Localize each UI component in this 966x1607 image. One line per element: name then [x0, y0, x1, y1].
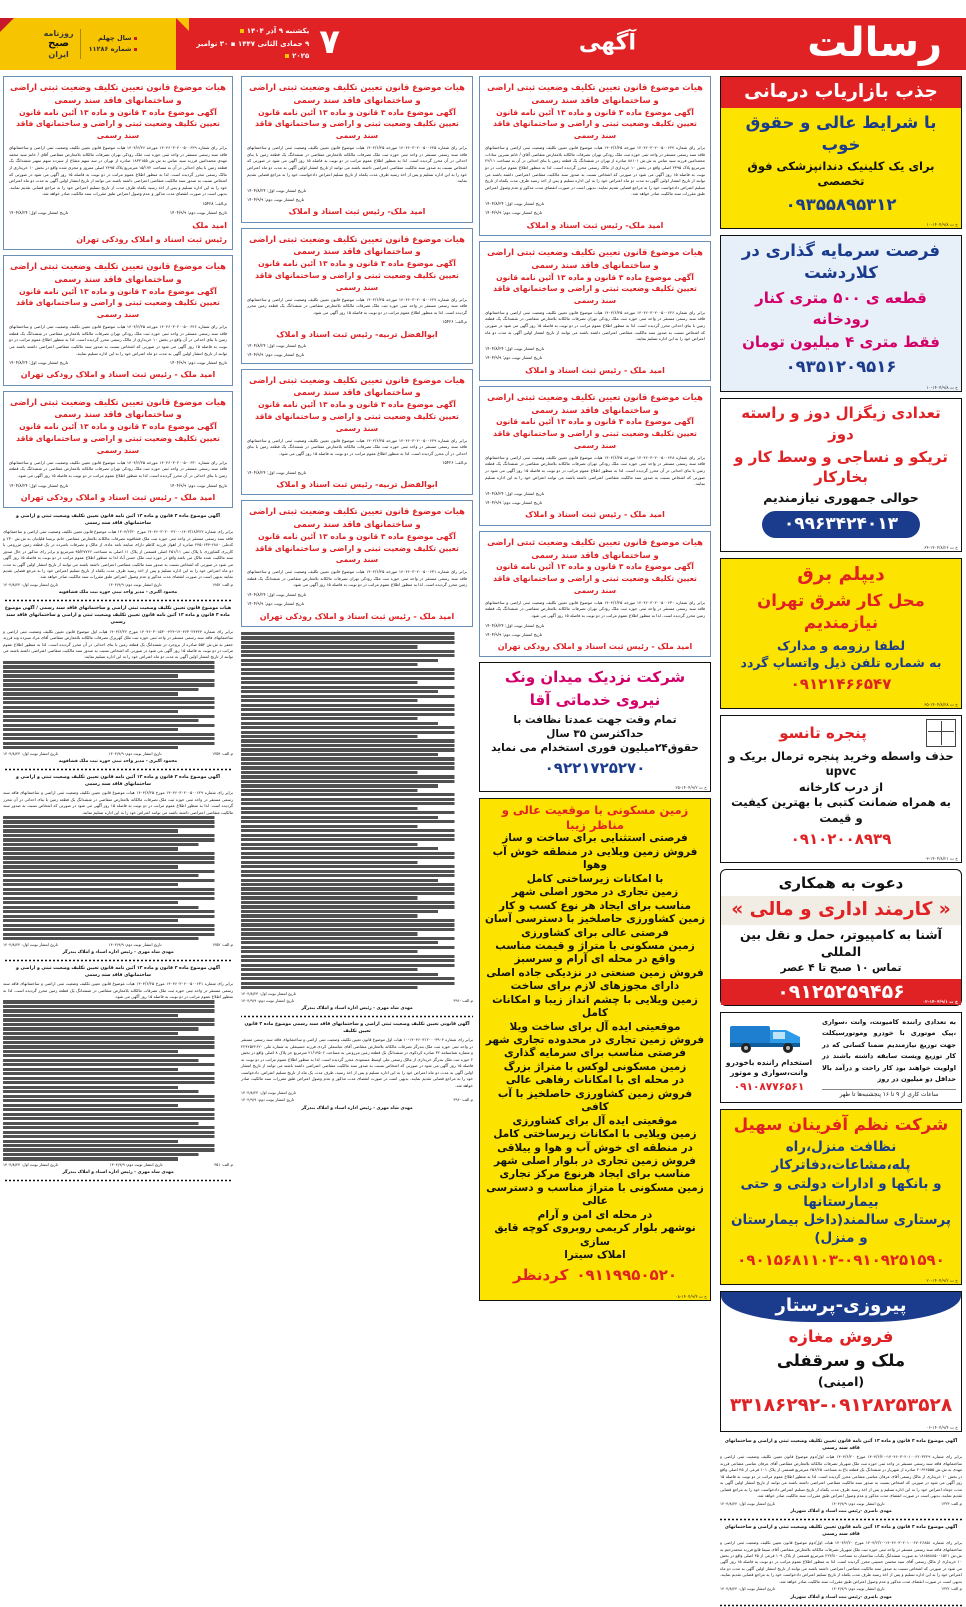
ad-line-1: شرکت نزدیک میدان ونک	[504, 668, 686, 687]
masthead-yellow-band	[0, 18, 176, 70]
ad-line: فرصتی مناسب برای سرمایه گذاری	[503, 1047, 686, 1060]
legal-header-a: هیات موضوع قانون تعیین تکلیف وضعیت ثبتی اراضی و ساختمانهای فاقد سند رسمی	[487, 391, 703, 415]
ad-line: فروش زمین تجاری در بلوار اصلی شهر	[493, 1154, 697, 1167]
legal-signature-name: امید ملک	[192, 220, 227, 230]
ad-stamp: خ ت ۱۴۰۴/۹/۴-۰۶	[926, 1425, 958, 1431]
divider	[3, 1179, 233, 1182]
notice-header: آگهی موضوع ماده ۳ قانون و ماده ۱۳ آئین نامه قانون تعیین تکلیف وضعیت ثبتی و اراضی و ساختمانهای فاقد سند رسمی	[16, 965, 220, 978]
legal-body: برابر رای شماره ۱۴۰۴۶۰۳۰۲۰۰۵۰۰۶۲۶ مورخه ۱۴۰۴/۶/۲۵ هیات موضوع قانون تعیین تکلیف وضعیت ثبتی اراضی و ساختمانهای فاقد سند رسمی مستقر در واحد ثبتی حوزه ثبت ملک رودکی تهران تصرفات مالکانه بلامعارض متقاضی در ششدانگ یک قطعه زمین با بنای احداثی در آن واقع در بخش ۱۰ خریداری از مالک رسمی محرز گردیده است. لذا به منظور اطلاع عموم مراتب در دو نوبت به فاصله ۱۵ روز آگهی می شود در صورتی که اشخاص نسبت به صدور سند مالکیت متقاضی اعتراضی داشته باشند می توانند از تاریخ انتشار اولین آگهی به مدت دو ماه اعتراض خود را به این اداره تسلیم نمایند.	[9, 324, 228, 356]
notice-body: برابر رای شماره ۱۴۰۴۶۰۳۰۲۰۰۵۰۰۶۲۹ مورخ ۱۴۰۴/۶/۲۵ هیات موضوع قانون تعیین تکلیف وضعیت ثبتی اراضی و ساختمانهای فاقد سند رسمی مستقر در واحد ثبتی حوزه ثبت ملک تصرفات مالکانه بلامعارض متقاضی در ششدانگ یک قطعه زمین با بنای احداثی در آن محرز گردیده است. لذا به منظور اطلاع عموم مراتب در دو نوبت به فاصله ۱۵ روز آگهی می شود در صورتی که اشخاص نسبت به صدور سند مالکیت متقاضی اعتراضی داشته باشند می توانند اعتراض خود را به این اداره تسلیم نمایند.	[3, 790, 233, 815]
legal-date-second: تاریخ انتشار نوبت دوم: ۱۴۰۴/۹/۹	[247, 352, 305, 358]
legal-header-a: هیات موضوع قانون تعیین تکلیف وضعیت ثبتی اراضی و ساختمانهای فاقد سند رسمی	[10, 260, 226, 284]
ad-line: فروش زمین ویلایی در منطقه خوش آب وهوا	[492, 845, 698, 872]
date-hijri-gregorian: ۹ جمادی الثانی ۱۴۴۷ ▪ ۳۰ نوامبر ۲۰۲۵	[196, 39, 310, 61]
legal-header-a: هیات موضوع قانون تعیین تکلیف وضعیت ثبتی اراضی و ساختمانهای فاقد سند رسمی	[249, 233, 465, 257]
legal-notice-box	[3, 255, 233, 386]
legal-date-second: تاریخ انتشار نوبت دوم: ۱۴۰۴/۹/۹	[247, 197, 305, 203]
ad-line: فروش زمین صنعتی در نزدیکی جاده اصلی	[486, 966, 704, 979]
left-bottom-notices	[720, 1438, 962, 1607]
legal-ref: م.الف: ۱۵۴۲۶	[442, 460, 467, 466]
legal-body: برابر رای شماره ۱۴۰۴۶۰۳۰۲۰۰۵۰۰۶۲۹ مورخه ۱۴۰۴/۶/۲۶ هیات موضوع قانون تعیین تکلیف وضعیت ثبتی اراضی و ساختمانهای فاقد سند رسمی مستقر در واحد ثبتی حوزه ثبت ملک رودکی تهران تصرفات مالکانه بلامعارض متقاضی آقای / خانم سید محمد مهدی محمدامین فرزند سید عباس به ش.ش ۱۸۳۲۱۵۵ صادره از تهران در سه سهم مشاع از سیزده سهم سهیر ششدانگ یک قطعه زمین با بنای احداثی در آن به مساحت ۱۵/۱۷۲ مترمربع پلاک ۲۴۹۵ اصلی مفروز و مجزی شده واقع در بخش ۱۰ خریداری از مالک رسمی محرز گردیده است. لذا به منظور اطلاع عموم مراتب در دو نوبت به فاصله ۱۵ روز آگهی می شود در صورتی که اشخاص نسبت به صدور سند مالکیت متقاضی اعتراضی داشته باشند می توانند از تاریخ انتشار اولین آگهی به مدت دو ماه اعتراض خود را به این اداره تسلیم و پس از اخذ رسید یکماه ظرف مدت از تاریخ تسلیم اعتراض خود را به مراجع قضایی تقدیم نمایند. بدیهی است در صورت انقضای مدت مذکور و عدم وصول اعتراض طبق مقررات سند مالکیت صادر خواهد شد.	[9, 145, 228, 197]
legal-date-second: تاریخ انتشار نوبت دوم: ۱۴۰۴/۹/۹	[169, 360, 227, 366]
legal-notice-box	[479, 76, 711, 236]
notice-body: برابر رای شماره ۱۴۰۳/۱۸/۴۲۲-۱۴۰۴۶۰۳۰۲۰۰۴۲۰۰ مورخ ۱۴۰۴/۶/۳۰ هیات موضوع قانون تعیین تکلیف وضعیت ثبتی اراضی و ساختمانهای فاقد سند رسمی مستقر در واحد ثبتی حوزه ثبت ملک قشاقویه تصرفات مالکانه بلامعارض متقاضی خانم بریسا قلیانیان به ش.ش ۲۳۰ و کدملی ۶۸۸۰-۲۴۵۰۶۳۴ صادره از اهواز فرزند کاظم دارای مبایعه نامه عادی از مالک و تصرفات نامبرده در یک قطعه زمین مزروعی با کاربری کشاورزی با پلاک ثبتی ۲۵۱/۱۱ اصلی قسمتی از پلاک ۱۱ اصلی به مساحت ۴۵/۲۷۷۲۶ مترمربع و برابر رای مذکور در حال صدور سند مالکیت شده مالک می باشد واقع در حوزه ثبت ملک حسن آباد لذا به منظور اطلاع عموم مراتب در دو نوبت به فاصله ۱۵ روز آگهی می شود در صورتی که اشخاص نسبت به صدور سند مالکیت متقاضی اعتراضی داشته باشند می توانند از تاریخ انتشار اولین آگهی به مدت دو ماه اعتراض خود را به این اداره تسلیم و پس از اخذ رسید ظرف مدت یکماه از تاریخ تسلیم اعتراض خود را به مرجع قضایی تقدیم نمایند بدیهی است در صورت انقضای مدت مذکور و عدم وصول اعتراض طبق مقررات سند مالکیت صادر خواهد شد.	[3, 529, 234, 580]
legal-signature: امید ملک - رئیس ثبت اسناد و املاک رودکی تهران	[497, 642, 693, 652]
ad-line: با امکانات زیرساختی کامل	[526, 872, 664, 885]
ad-headline: فرصت سرمایه گذاری در کلاردشت	[741, 240, 941, 283]
right-column	[0, 76, 236, 1438]
legal-header-b: آگهی موضوع ماده ۳ قانون و ماده ۱۳ آئین نامه قانون تعیین تکلیف وضعیت ثبتی و اراضی و ساختمانهای فاقد سند رسمی	[16, 422, 220, 455]
masthead-red-band	[176, 18, 966, 70]
ad-line: نوشهر بلوار کریمی روبروی کوچه قایق سازی	[494, 1222, 696, 1248]
legal-date-first: تاریخ انتشار نوبت اول: ۱۴۰۴/۸/۲۴	[485, 345, 545, 351]
divider	[3, 959, 233, 962]
legal-notice-box	[241, 228, 473, 364]
legal-notice-box	[241, 500, 473, 627]
notice-dates	[720, 1501, 962, 1507]
year-label: سال چهلم	[97, 34, 132, 43]
notice-signature: مهدی شاه مهری - رئیس اداره اسناد و املاک بندرگز	[62, 949, 174, 955]
ad-stamp: خ ت ۱۴۰۴/۹/۱-۰۲	[922, 998, 958, 1004]
notice-ref: م.الف: ۳۵۱	[214, 1161, 233, 1167]
legal-header-a: هیات موضوع قانون تعیین تکلیف وضعیت ثبتی اراضی و ساختمانهای فاقد سند رسمی	[10, 82, 226, 105]
legal-header-a: هیات موضوع قانون تعیین تکلیف وضعیت ثبتی اراضی و ساختمانهای فاقد سند رسمی	[249, 374, 465, 398]
legal-header-b: آگهی موضوع ماده ۳ قانون و ماده ۱۳ آئین نامه قانون تعیین تکلیف وضعیت ثبتی و اراضی و ساختمانهای فاقد سند رسمی	[493, 107, 697, 141]
legal-date-first: تاریخ انتشار نوبت اول: ۱۴۰۴/۸/۲۴	[247, 469, 307, 475]
newspaper-page	[0, 18, 966, 1600]
corner-triangle-icon	[0, 18, 14, 32]
square-bullet-icon	[285, 54, 289, 58]
notice-date-second: تاریخ انتشار نوبت دوم: ۱۴۰۴/۹/۹	[241, 997, 295, 1003]
ad-line-3: لطفا رزومه و مدارک	[776, 637, 906, 653]
legal-notice-box	[241, 369, 473, 496]
issue-meta	[89, 33, 141, 54]
ad-phone[interactable]: ۰۹۱۰۲۰۰۸۹۳۹	[790, 830, 892, 849]
page-number: ۷	[319, 22, 340, 62]
legal-header-a: هیات موضوع قانون تعیین تکلیف وضعیت ثبتی اراضی و ساختمانهای فاقد سند رسمی	[249, 506, 465, 530]
notice-filler-text	[3, 661, 233, 749]
ad-headline: جذب بازاریاب درمانی	[721, 77, 961, 108]
legal-header-b: آگهی موضوع ماده ۳ قانون و ماده ۱۳ آئین نامه قانون تعیین تکلیف وضعیت ثبتی و اراضی و ساختمانهای فاقد سند رسمی	[493, 417, 697, 450]
legal-header-b: آگهی موضوع ماده ۳ قانون و ماده ۱۳ آئین نامه قانون تعیین تکلیف وضعیت ثبتی و اراضی و ساختمانهای فاقد سند رسمی	[255, 400, 459, 433]
notice-body: برابر رای شماره ۱۴۰۴۶۰۳۰۲۰۱۰۰۶۷۰۲۶۸۵۱-۱۴۰۴/۶/۲۰ مورخ ۱۴۰۴/۶/۲۰ هیات اول/دوم موضوع قانون تعیین تکلیف وضعیت ثبتی اراضی و ساختمانهای فاقد سند رسمی مستقر در واحد ثبتی حوزه ثبت ملک شهریار تصرفات مالکانه بلامعارض متقاضی آقای سیما قانع فرزند محمدرحیم به ش.ش ۱۸۱۵۸۸۸۵۰۰۱۵۲۱ به صورت ششدانگ یکباب ساختمان به مساحت ۲۲۴/۸۰ مترمربع قسمتی از پلاک ۱۰۹ فرعی از ۴۵ اصلی واقع در بخش ۱۰ خریداری از مالک رسمی آقای سید محسن حسینی محرز گردیده است. لذا به منظور اطلاع عموم مراتب در دو نوبت به فاصله ۱۵ روز آگهی می شود در صورتی که اشخاص نسبت به صدور سند مالکیت متقاضی اعتراضی داشته باشند می توانند از تاریخ انتشار اولین آگهی به مدت دو ماه اعتراض خود را به این اداره تسلیم و پس از اخذ رسید ظرف مدت یکماه از تاریخ تسلیم اعتراض دادخواست خود را به مراجع قضایی تقدیم نمایند. بدیهی است در صورت انقضای مدت مذکور و عدم وصول اعتراض طبق مقررات سند مالکیت صادر خواهد شد.	[720, 1540, 962, 1584]
notice-date-first: تاریخ انتشار نوبت اول: ۱۴۰۴/۸/۲۴	[241, 1090, 296, 1096]
ad-line: موقعیتی ایده آل برای ساخت ویلا	[509, 1020, 681, 1033]
ad-phone[interactable]: ۰۹۱۲۱۴۶۶۵۴۷	[790, 675, 892, 694]
divider	[3, 768, 233, 771]
ad-phone[interactable]: ۰۹۹۶۳۴۲۴۰۱۳	[762, 511, 920, 538]
ad-stamp: خ ت ۱۴۰۴/۸/۲۶-۶۴	[924, 545, 958, 551]
ad-contact-name: کردنظر	[512, 1266, 569, 1285]
notice-signature: مهدی شاه مهری - رئیس اداره اسناد و املاک بندرگز	[301, 1006, 413, 1012]
right-stream-notices	[3, 513, 233, 1182]
ad-phone[interactable]: ۰۹۰۱۵۶۸۱۱۰۳-۰۹۱۰۹۲۵۱۵۹۰	[737, 1251, 945, 1270]
legal-notice-box	[3, 391, 233, 508]
logo-line-2: صبح	[48, 38, 70, 50]
ad-headline: شرکت نظم آفرینان سهیل	[733, 1114, 949, 1134]
legal-signature: ابوالفضل تربیه- رئیس ثبت اسناد و املاک	[276, 480, 438, 489]
ad-line: موقعیتی ایده آل برای کشاورزی	[512, 1114, 678, 1127]
legal-date-second: تاریخ انتشار نوبت دوم: ۱۴۰۴/۹/۹	[169, 210, 227, 216]
notice-ref: م.الف: ۱۳۲۳	[941, 1500, 962, 1506]
notice-header: آگهی موضوع ماده ۳ قانون و ماده ۱۳ آئین نامه قانون تعیین تکلیف وضعیت ثبتی و اراضی و ساختمانهای فاقد سند رسمی	[724, 1439, 958, 1452]
legal-body: برابر رای شماره ۱۴۰۴۶۰۳۰۲۰۰۵۰۰۶۲۸ مورخه ۱۴۰۴/۶/۲۵ هیات موضوع قانون تعیین تکلیف وضعیت ثبتی اراضی و ساختمانهای فاقد سند رسمی مستقر در واحد ثبتی حوزه ثبت ملک رودکی تهران تصرفات مالکانه بلامعارض متقاضی در ششدانگ یک قطعه زمین با بنای احداثی در آن محرز گردیده است. لذا به منظور اطلاع عموم مراتب در دو نوبت به فاصله ۱۵ روز آگهی می شود در صورتی که اشخاص نسبت به صدور سند مالکیت متقاضی اعتراضی داشته باشند می توانند اعتراض خود را به این اداره تسلیم نمایند.	[485, 454, 705, 487]
section-title: آگهی	[578, 30, 636, 56]
divider	[720, 1604, 962, 1607]
notice-body: برابر رای شماره ۱۴۰۴۶۰۳۰۲۰۰۵۰۰۶۳۱ مورخ ۱۴۰۴/۶/۲۵ هیات موضوع قانون تعیین تکلیف وضعیت ثبتی اراضی و ساختمانهای فاقد سند رسمی مستقر در واحد ثبتی حوزه ثبت ملک تصرفات مالکانه بلامعارض متقاضی در ششدانگ یک قطعه زمین محرز گردیده است. لذا به منظور اطلاع عموم مراتب در دو نوبت به فاصله ۱۵ روز آگهی می شود.	[3, 981, 233, 1000]
notice-signature: مهدی ناصری -رئیس ثبت اسناد و املاک شهریار	[790, 1508, 892, 1514]
legal-date-first: تاریخ انتشار نوبت اول: ۱۴۰۴/۸/۲۴	[485, 201, 545, 207]
legal-body: برابر رای شماره ۱۴۰۴۶۰۳۰۲۰۰۵۰۰۶۳۰ مورخه ۱۴۰۴/۶/۲۵ هیات موضوع قانون تعیین تکلیف وضعیت ثبتی اراضی و ساختمانهای فاقد سند رسمی مستقر در واحد ثبتی حوزه ثبت ملک رودکی تهران تصرفات مالکانه بلامعارض متقاضی در ششدانگ یک قطعه زمین با بنای احداثی در آن محرز گردیده است. لذا به منظور اطلاع عموم مراتب در دو نوبت به فاصله ۱۵ روز آگهی می شود.	[9, 459, 227, 478]
notice-signature: مهدی شاه مهری - رئیس اداره اسناد و املاک بندرگز	[62, 1170, 174, 1176]
paper-logo	[44, 29, 81, 59]
ad-stamp: خ ت ۱۴۰۴/۹/۸-۱۰	[926, 221, 958, 227]
legal-signature: ابوالفضل تربیه- رئیس ثبت اسناد و املاک	[276, 329, 438, 339]
ad-line: زمین ویلایی با امکانات زیرساختی کامل	[493, 1128, 697, 1141]
square-bullet-icon	[134, 37, 137, 40]
legal-header-b: آگهی موضوع ماده ۳ قانون و ماده ۱۳ آئین نامه قانون تعیین تکلیف وضعیت ثبتی و اراضی و ساختمانهای فاقد سند رسمی	[255, 259, 459, 292]
notice-date-second: تاریخ انتشار نوبت دوم: ۱۴۰۴/۹/۹	[109, 1161, 163, 1167]
ad-line-1: آشنا به کامپیوتر، حمل و نقل بین المللی	[740, 926, 942, 959]
notice-ref: م.الف: ۱۳۵۴	[212, 750, 233, 756]
legal-signature: امید ملک - رئیس ثبت اسناد و املاک رودکی تهران	[259, 611, 455, 621]
legal-notice-box	[241, 76, 473, 223]
legal-header-b: آگهی موضوع ماده ۳ قانون و ماده ۱۳ آئین نامه قانون تعیین تکلیف وضعیت ثبتی و اراضی و ساختمانهای فاقد سند رسمی	[16, 107, 220, 141]
legal-header-a: هیات موضوع قانون تعیین تکلیف وضعیت ثبتی اراضی و ساختمانهای فاقد سند رسمی	[249, 82, 465, 105]
ad-line-3: (امینی)	[817, 1374, 865, 1390]
legal-date-second: تاریخ انتشار نوبت دوم: ۱۴۰۴/۹/۹	[485, 631, 543, 637]
ad-line: در محله ای با امکانات رفاهی عالی	[505, 1074, 685, 1087]
notice-date-second: تاریخ انتشار نوبت دوم: ۱۴۰۴/۹/۹	[831, 1500, 885, 1506]
paper-name: رسالت	[807, 20, 942, 67]
legal-body: برابر رای شماره ۱۴۰۴۶۰۳۰۲۰۰۵۰۰۶۲۷ مورخه ۱۴۰۴/۶/۲۵ هیات موضوع قانون تعیین تکلیف وضعیت ثبتی اراضی و ساختمانهای فاقد سند رسمی مستقر در واحد ثبتی حوزه ثبت ملک تصرفات مالکانه بلامعارض متقاضی در ششدانگ یک قطعه زمین محرز گردیده است. لذا به منظور اطلاع عموم مراتب در دو نوبت به فاصله ۱۵ روز آگهی می شود.	[247, 296, 467, 315]
ad-line-2: نیروی خدماتی آقا	[529, 690, 661, 709]
legal-date-first: تاریخ انتشار نوبت اول: ۱۴۰۴/۸/۲۴	[9, 210, 69, 216]
notice-filler-text	[241, 632, 473, 989]
divider	[720, 1518, 962, 1521]
ad-headline: دعوت به همکاری	[778, 874, 904, 893]
legal-header-b: آگهی موضوع ماده ۳ قانون و ماده ۱۳ آئین نامه قانون تعیین تکلیف وضعیت ثبتی و اراضی و ساختمانهای فاقد سند رسمی	[493, 562, 697, 595]
legal-header-a: هیات موضوع قانون تعیین تکلیف وضعیت ثبتی اراضی و ساختمانهای فاقد سند رسمی	[487, 82, 703, 105]
notice-signature: محمود اکبری - مدیر واحد ثبتی حوزه ثبت ملک قشاقویه	[58, 758, 178, 764]
ad-nazm-afarinan-soheil[interactable]	[720, 1109, 962, 1285]
notice-date-first: تاریخ انتشار نوبت اول: ۱۴۰۴/۸/۲۴	[3, 581, 58, 587]
notice-header: آگهی موضوع ماده ۳ قانون و ماده ۱۳ آئین نامه قانون تعیین تکلیف وضعیت ثبتی و اراضی و ساختمانهای فاقد سند رسمی	[16, 774, 220, 788]
notice-ref: م.الف: ۱۴۵۲	[212, 581, 233, 587]
logo-line-1: روزنامه	[43, 29, 74, 39]
ad-line: فرصتی استثنایی برای ساخت و ساز	[502, 832, 688, 845]
page-columns	[0, 76, 966, 1600]
notice-dates	[720, 1586, 962, 1592]
divider	[241, 1015, 473, 1018]
ad-stamp: خ ت ۱۴۰۴/۸/۲۸-۶۵	[924, 701, 958, 707]
ad-diplom-bargh[interactable]	[720, 558, 962, 709]
notice-date-first: تاریخ انتشار نوبت اول: ۱۴۰۴/۸/۲۴	[3, 750, 58, 756]
notice-body: برابر رای شماره ۱۴۰۴۶۰۳۱۲۰۰۰۳۹۰۴-۱۰ هیات اول موضوع قانون تعیین تکلیف وضعیت ثبتی اراضی و ساختمانهای فاقد سند رسمی مستقر در واحد ثبتی حوزه ثبت ملک بندرگز تصرفات مالکانه بلامعارض متقاضی آقای عباسعلی کردی فرزند حسینعلی به شماره ملی ۲۲۴۲۵۲۲۶۲۰ و شماره شناسنامه ۳۲ صادره کردکوی در ششدانگ یک قطعه زمین مزروعی به مساحت ۲۱/۱۴۵۰۶ مترمربع جز پلاک ۸ اصلی واقع در بخش ۲ حوزه ثبت ملک بندرگز خریداری از مالک رسمی علی اوسط مسعودی محرز گردیده است. لذا به منظور اطلاع عموم مراتب در دو نوبت به فاصله ۱۵ روز آگهی می شود در صورتی که اشخاص نسبت به صدور سند مالکیت متقاضی اعتراضی داشته باشند می توانند از تاریخ انتشار اولین آگهی به مدت دو ماه اعتراض خود را به این اداره تسلیم و پس از اخذ رسید، ظرف مدت یک ماه از تاریخ تسلیم اعتراض، دادخواست خود را به مراجع قضایی تقدیم نمایند. بدیهی است در صورت انقضای مدت مذکور و عدم وصول اعتراض طبق مقررات سند مالکیت صادر خواهد شد.	[241, 1037, 474, 1088]
logo-line-3: ایران	[48, 49, 69, 59]
notice-ref: م.الف:۳۹۶۰	[453, 997, 473, 1003]
ad-phone[interactable]	[721, 979, 961, 1005]
notice-header: آگهی موضوع ماده ۳ قانون و ماده ۱۳ آئین نامه قانون تعیین تکلیف وضعیت ثبتی و اراضی و ساختمانهای فاقد سند رسمی	[724, 1524, 958, 1537]
legal-date-second: تاریخ انتشار نوبت دوم: ۱۴۰۴/۹/۹	[485, 210, 543, 216]
ad-line: زمین ویلایی با چشم انداز زیبا و امکانات کامل	[492, 993, 698, 1020]
legal-ref: م.الف: ۱۵۴۲۶	[442, 319, 467, 325]
legal-dates-row	[9, 210, 227, 216]
ad-position: « کارمند اداری و مالی »	[721, 896, 961, 925]
legal-dates-row	[9, 483, 227, 489]
notice-signature: مهدی ناصری -رئیس ثبت اسناد و املاک شهریار	[790, 1594, 892, 1600]
legal-body: برابر رای شماره ۱۴۰۴۶۰۳۰۲۰۰۵۰۰۶۲۶ مورخه ۱۴۰۴/۶/۲۵ هیات موضوع قانون تعیین تکلیف وضعیت ثبتی اراضی و ساختمانهای فاقد سند رسمی مستقر در واحد ثبتی حوزه ثبت ملک رودکی تهران تصرفات مالکانه بلامعارض متقاضی در ششدانگ یک قطعه زمین با بنای احداثی محرز گردیده است. لذا به منظور اطلاع عموم مراتب در دو نوبت به فاصله ۱۵ روز آگهی می شود در صورتی که اشخاص نسبت به صدور سند مالکیت متقاضی اعتراضی داشته باشند می توانند از تاریخ انتشار اولین آگهی به مدت دو ماه اعتراض خود را به این اداره تسلیم نمایند.	[485, 309, 705, 342]
notice-body: برابر رای شماره ۱۴۰۴۶۳۰۲۴۴۲۴-۱۴۰۴۶۰۳۰۱۵۳۰۰۴۲۴ مورخ ۱۴۰۴/۶/۲۲ هیات اول موضوع قانون تعیین تکلیف وضعیت ثبتی اراضی و ساختمانهای فاقد سند رسمی مستقر در واحد ثبتی حوزه ثبت ملک کهریزک تصرفات مالکانه بلامعارض متقاضی آقای مراد سیزده وند فرزند جعفر به ش.ش ۵۵۴ صادره از بروجرد در ششدانگ یک قطعه زمین با بنای احداثی در آن محرز گردیده است. لذا به منظور اطلاع عموم مراتب در دو نوبت به فاصله ۱۵ روز آگهی می شود در صورتی که اشخاص نسبت به صدور سند مالکیت متقاضی اعتراضی داشته باشند می توانند از تاریخ انتشار اولین آگهی به مدت دو ماه اعتراض خود را به این اداره تسلیم نمایند.	[3, 628, 233, 660]
notice-date-second: تاریخ انتشار نوبت دوم: ۱۴۰۴/۹/۹	[108, 581, 162, 587]
ad-phone[interactable]: ۰۹۱۱۹۹۵۰۵۲۰	[576, 1266, 678, 1285]
legal-dates-row	[9, 360, 227, 366]
legal-body: برابر رای شماره ۱۴۰۴۶۰۳۰۲۰۰۵۰۰۶۳۱ مورخه ۱۴۰۴/۶/۲۵ هیات موضوع قانون تعیین تکلیف وضعیت ثبتی اراضی و ساختمانهای فاقد سند رسمی مستقر در واحد ثبتی حوزه ثبت ملک رودکی تهران تصرفات مالکانه بلامعارض متقاضی در ششدانگ یک قطعه زمین محرز گردیده است. لذا به منظور اطلاع عموم مراتب در دو نوبت به فاصله ۱۵ روز آگهی می شود.	[247, 569, 467, 588]
ad-body-block	[817, 1013, 961, 1102]
notice-dates-2	[241, 998, 473, 1004]
notice-date-second: تاریخ انتشار نوبت دوم: ۱۴۰۴/۹/۹	[108, 750, 162, 756]
notice-date-first: تاریخ انتشار نوبت اول: ۱۴۰۴/۸/۲۴	[3, 1161, 58, 1167]
ad-line: واقع در محله ای آرام و سرسبز	[514, 953, 676, 966]
legal-signature: امید ملک - رئیس ثبت اسناد و املاک	[525, 510, 665, 520]
ad-line-1: تعدادی زیگزال دوز و راسته دوز	[741, 404, 941, 443]
ad-line: مناسب برای ایجاد هر نوع کسب و کار	[499, 899, 691, 912]
ad-line: فروش زمین تجاری در محدوده تجاری شهر	[485, 1034, 705, 1047]
notice-filler-text	[3, 816, 233, 940]
ad-line: املاک سیترا	[564, 1249, 626, 1262]
ad-line: زمین مسکونی با متراژ و قیمت مناسب	[495, 939, 695, 952]
notice-date-first: تاریخ انتشار نوبت اول: ۱۴۰۴/۸/۲۴	[241, 990, 296, 996]
middle-column	[236, 76, 716, 1438]
ad-line-2: ملک و سرقفلی	[776, 1350, 906, 1370]
ad-lines-list	[484, 832, 706, 1262]
ad-line-2: تماس ۱۰ صبح تا ۴ عصر	[780, 962, 902, 975]
legal-date-second: تاریخ انتشار نوبت دوم: ۱۴۰۴/۹/۹	[169, 482, 227, 488]
notice-dates	[3, 751, 233, 757]
legal-header-a: هیات موضوع قانون تعیین تکلیف وضعیت ثبتی اراضی و ساختمانهای فاقد سند رسمی	[487, 246, 703, 270]
legal-date-first: تاریخ انتشار نوبت اول: ۱۴۰۴/۸/۲۴	[485, 622, 545, 628]
notice-date-first: تاریخ انتشار نوبت اول: ۱۴۰۴/۸/۲۴	[720, 1586, 775, 1592]
notice-date-second: تاریخ انتشار نوبت دوم: ۱۴۰۴/۹/۹	[108, 941, 162, 947]
ad-phone[interactable]: ۰۹۳۵۱۲۰۹۵۱۶	[785, 357, 897, 377]
ad-line-1: فروش مغازه	[788, 1326, 894, 1346]
notice-header: هیات موضوع قانون تعیین تکلیف وضعیت ثبتی اراضی و ساختمانهای فاقد سند رسمی / آگهی موضوع ماده ۳ قانون و ماده ۱۳ آئین نامه قانون تعیین تکلیف وضعیت ثبتی و اراضی و ساختمانهای فاقد سند رسمی	[4, 606, 232, 626]
notice-header: آگهی موضوع ماده ۳ قانون و ماده ۱۳ آئین نامه قانون تعیین تکلیف وضعیت ثبتی و اراضی و ساختمانهای فاقد سند رسمی	[16, 513, 220, 527]
ad-sarmayegozari-kelardasht[interactable]	[720, 235, 962, 393]
ad-headline: پنجره تانسو	[779, 723, 867, 742]
legal-header-b: آگهی موضوع ماده ۳ قانون و ماده ۱۳ آئین نامه قانون تعیین تکلیف وضعیت ثبتی و اراضی و ساختمانهای فاقد سند رسمی	[255, 531, 459, 565]
middle-right-subcolumn	[476, 76, 714, 1438]
ad-venak-services[interactable]	[479, 662, 711, 791]
notice-item	[720, 1438, 962, 1515]
legal-signature: امید ملک - رئیس ثبت اسناد و املاک رودکی تهران	[20, 370, 216, 380]
legal-notice-box	[3, 76, 233, 250]
ad-headline: زمین مسکونی با موقعیت عالی و مناظر زیبا	[501, 802, 689, 832]
ad-line: زمین کشاورزی حاصلخیز با دسترسی آسان	[484, 913, 706, 926]
notice-dates	[241, 1090, 473, 1096]
ad-line-4: به شماره تلفن ذیل واتساپ گردد	[740, 654, 942, 670]
date-solar: یکشنبه ۹ آذر ۱۴۰۴	[246, 27, 310, 36]
legal-ref: م.الف: ۱۵۴۲۸	[202, 201, 227, 207]
left-column	[716, 76, 966, 1600]
notice-signature: مهدی شاه مهری - رئیس اداره اسناد و املاک بندرگز	[301, 1105, 413, 1111]
legal-header-a: هیات موضوع قانون تعیین تکلیف وضعیت ثبتی اراضی و ساختمانهای فاقد سند رسمی	[487, 536, 703, 560]
notice-item	[720, 1524, 962, 1601]
ad-land-sitra[interactable]	[479, 798, 711, 1302]
notice-dates	[3, 1162, 233, 1168]
ad-line-2: و بانکها و ادارات دولتی و حتی بیمارستانها	[740, 1175, 942, 1210]
ad-line-4: حقوق۲۴میلیون فوری استخدام می نماید	[491, 742, 699, 755]
legal-signature: امید ملک - رئیس ثبت اسناد و املاک رودکی تهران	[20, 492, 216, 502]
notice-date-second: تاریخ انتشار نوبت دوم: ۱۴۰۴/۹/۹	[241, 1097, 295, 1103]
ad-jazb-bazaryab[interactable]	[720, 76, 962, 229]
legal-body: برابر رای شماره ۱۴۰۴۶۰۳۰۲۰۰۵۰۰۶۲۵ مورخه ۱۴۰۴/۶/۲۵ هیات موضوع قانون تعیین تکلیف وضعیت ثبتی اراضی و ساختمانهای فاقد سند رسمی مستقر در واحد ثبتی حوزه ثبت ملک تصرفات مالکانه بلامعارض متقاضی در ششدانگ یک قطعه زمین با بنای احداثی در آن محرز گردیده است. لذا به منظور اطلاع عموم مراتب در دو نوبت به فاصله ۱۵ روز آگهی می شود در صورتی که اشخاص نسبت به صدور سند مالکیت متقاضی اعتراضی داشته باشند می توانند از تاریخ انتشار اولین آگهی به مدت دو ماه اعتراض خود را به این اداره تسلیم و پس از اخذ رسید ظرف مدت یکماه از تاریخ تسلیم اعتراض دادخواست خود را به مراجع قضایی تقدیم نمایند.	[247, 145, 467, 184]
date-group	[182, 25, 309, 63]
legal-body: برابر رای شماره ۱۴۰۴۶۰۳۰۲۰۰۵۰۰۶۳۰ مورخه ۱۴۰۴/۶/۲۵ هیات موضوع قانون تعیین تکلیف وضعیت ثبتی اراضی و ساختمانهای فاقد سند رسمی مستقر در واحد ثبتی حوزه ثبت ملک رودکی تهران تصرفات مالکانه بلامعارض متقاضی در ششدانگ یک قطعه زمین محرز گردیده است. لذا به منظور اطلاع عموم مراتب در دو نوبت به فاصله ۱۵ روز آگهی می شود.	[485, 599, 705, 618]
truck-icon	[726, 1016, 812, 1056]
legal-date-first: تاریخ انتشار نوبت اول: ۱۴۰۴/۸/۲۴	[485, 490, 545, 496]
middle-bottom-notices	[241, 632, 473, 1112]
legal-header-b: آگهی موضوع ماده ۳ قانون و ماده ۱۳ آئین نامه قانون تعیین تکلیف وضعیت ثبتی و اراضی و ساختمانهای فاقد سند رسمی	[493, 272, 697, 306]
notice-signature: محمود اکبری - مدیر واحد ثبتی حوزه ثبت ملک قشاقویه	[58, 590, 178, 596]
ad-line-2: محل کار شرق تهران نیازمندیم	[757, 591, 925, 633]
notice-item	[3, 774, 233, 956]
ad-line: دارای مجوزهای لازم برای ساخت	[510, 980, 680, 993]
ad-line: مناسب برای ایجاد هرنوع مرکز تجاری	[499, 1168, 691, 1181]
ad-line: در محله ای امن و آرام	[537, 1208, 653, 1221]
notice-item	[3, 605, 233, 765]
legal-signature: امید ملک - رئیس ثبت اسناد و املاک	[525, 365, 665, 375]
ad-phone[interactable]: ۰۹۲۲۱۷۲۵۲۷۰	[544, 759, 646, 778]
legal-date-first: تاریخ انتشار نوبت اول: ۱۴۰۴/۸/۲۴	[9, 360, 69, 366]
ad-stamp: خ ت ۱۴۰۴/۹/۴-۰۸	[675, 1294, 707, 1300]
legal-notice-box	[479, 386, 711, 526]
ad-line: فروش زمین کشاورزی حاصلخیز با آب کافی	[497, 1087, 693, 1114]
ad-phone-text: ۰۹۱۲۵۲۵۹۴۵۶	[777, 980, 905, 1003]
ad-line-1: حذف واسطه وخرید پنجره ترمال بریک و upvc	[728, 748, 954, 779]
ad-line: زمین مسکونی لوکس با متراژ بزرگ	[503, 1060, 687, 1073]
ad-panjere-tanso[interactable]	[720, 715, 962, 864]
masthead-date-block	[176, 18, 346, 70]
legal-header-b: آگهی موضوع ماده ۳ قانون و ماده ۱۳ آئین نامه قانون تعیین تکلیف وضعیت ثبتی و اراضی و ساختمانهای فاقد سند رسمی	[16, 286, 220, 320]
notice-date-first: تاریخ انتشار نوبت اول: ۱۴۰۴/۸/۲۴	[3, 941, 58, 947]
ad-phone[interactable]: ۰۹۳۵۵۸۹۵۳۱۲	[785, 194, 897, 214]
ad-line-1: نظافت منزل،راه پله،مشاعات،دفاترکار	[771, 1139, 911, 1174]
notice-date-first: تاریخ انتشار نوبت اول: ۱۴۰۴/۸/۲۴	[720, 1500, 775, 1506]
ad-line-2: برای یک کلینیک دندانپزشکی فوق تخصصی	[747, 158, 935, 189]
notice-item	[3, 513, 233, 596]
legal-date-first: تاریخ انتشار نوبت اول: ۱۴۰۴/۸/۲۴	[247, 342, 307, 348]
legal-signature: امید ملک- رئیس ثبت اسناد و املاک	[288, 207, 426, 217]
square-bullet-icon	[134, 48, 137, 51]
ad-truck-block	[721, 1013, 817, 1102]
ad-line-3: پرستاری سالمند(داخل بیمارستان و منزل)	[731, 1211, 951, 1247]
notice-body: برابر رای شماره ۱۴۰۴۶۰۳۰۲۰۱۰۰۶۲۰۳۲۲۹-۱۴۰۴/۶/۲۰ مورخ ۱۴۰۴/۶/۲۰ هیات اول/دوم موضوع قانون تعیین تکلیف وضعیت ثبتی اراضی و ساختمانهای فاقد سند رسمی مستقر در واحد ثبتی حوزه ثبت ملک شهریار تصرفات مالکانه بلامعارض متقاضی آقای عرفان عباسی مشاعی فرزند مهدی به ش.ش ۲۰۶۴۶۵۵۵ صادره از شهریار در ششدانگ یک قطعه باغ به مساحت ۶۵۶/۶۵ مترمربع قسمتی از پلاک ۱۰۱ فرعی از ۴۵ اصلی واقع در بخش ۱۰ خریداری از مالک رسمی آقای عرفان عباسی مشاعی محرز گردیده است. لذا به منظور اطلاع عموم مراتب در دو نوبت به فاصله ۱۵ روز آگهی می شود در صورتی که اشخاص نسبت به صدور سند مالکیت متقاضی اعتراضی داشته باشند می توانند از تاریخ انتشار اولین آگهی به مدت دوماه اعتراض خود را به این اداره تسلیم و پس از اخذ رسید ظرف مدت یکماه از تاریخ تسلیم اعتراض دادخواست خود را به مراجع قضایی تقدیم نمایند. بدیهی است در صورت انقضای مدت مذکور و عدم وصول اعتراض طبق مقررات سند مالکیت صادر خواهد شد.	[720, 1454, 962, 1499]
legal-body: برابر رای شماره ۱۴۰۴۶۰۳۰۲۰۰۵۰۰۶۲۴ مورخه ۱۴۰۴/۶/۲۵ هیات موضوع قانون تعیین تکلیف وضعیت ثبتی اراضی و ساختمانهای فاقد سند رسمی مستقر در واحد ثبتی حوزه ثبت ملک رودکی تهران تصرفات مالکانه بلامعارض متقاضی آقای / خانم نسرین سادات محمدامین فرزند سید عباس به ش.ش ۸۸۱۰۱ صادره از تهران در ششدانگ یک قطعه زمین با بنای احداثی در آن به مساحت ۲۲/۱۱ مترمربع پلاک ۲۳۹۵ اصلی واقع در بخش ۱۰ خریداری از مالک رسمی محرز گردیده است. لذا به منظور اطلاع عموم مراتب در دو نوبت به فاصله ۱۵ روز آگهی می شود در صورتی که اشخاص نسبت به صدور سند مالکیت متقاضی اعتراضی داشته باشند می توانند از تاریخ انتشار اولین آگهی به مدت دو ماه اعتراض خود را به این اداره تسلیم و پس از اخذ رسید ظرف مدت یکماه از تاریخ تسلیم اعتراض دادخواست خود را به مراجع قضایی تقدیم نمایند. بدیهی است در صورت انقضای مدت مذکور و عدم وصول اعتراض طبق مقررات سند مالکیت صادر خواهد شد.	[485, 145, 705, 197]
notice-date-second: تاریخ انتشار نوبت دوم: ۱۴۰۴/۹/۹	[831, 1586, 885, 1592]
notice-ref: م.الف:۳۹۶۰	[453, 1097, 473, 1103]
ad-line-3: به همراه ضمانت کتبی با بهترین کیفیت و قیمت	[731, 795, 951, 825]
ad-phone[interactable]: ۳۳۱۸۶۲۹۲-۰۹۱۲۸۲۵۳۵۲۸	[729, 1395, 953, 1417]
ad-line-2: از درب کارخانه	[798, 779, 884, 794]
square-bullet-icon	[240, 29, 244, 33]
legal-header-a: هیات موضوع قانون تعیین تکلیف وضعیت ثبتی اراضی و ساختمانهای فاقد سند رسمی	[10, 396, 226, 420]
legal-signature-title: رئیس ثبت اسناد و املاک رودکی تهران	[76, 234, 227, 244]
legal-date-second: تاریخ انتشار نوبت دوم: ۱۴۰۴/۹/۹	[485, 500, 543, 506]
ad-line-1: قطعه ی ۵۰۰ متری کنار رودخانه	[755, 289, 927, 328]
ad-phone[interactable]: ۰۹۱۰۸۷۷۶۵۶۱	[733, 1080, 805, 1093]
ad-daavat-hamkari[interactable]	[720, 869, 962, 1005]
masthead	[0, 18, 966, 70]
legal-date-first: تاریخ انتشار نوبت اول: ۱۴۰۴/۸/۲۴	[247, 187, 307, 193]
legal-signature: امید ملک- رئیس ثبت اسناد و املاک	[526, 220, 664, 230]
notice-header: آگهی قانونی تعیین تکلیف وضعیت ثبتی اراضی و ساختمانهای فاقد سند رسمی موضوع ماده ۳ قانون تعیین تکلیف	[244, 1022, 470, 1035]
ad-zigzal-duz[interactable]	[720, 398, 962, 552]
notice-ref: م.الف: ۱۳۲۲	[941, 1586, 962, 1592]
ad-line: زمین تجاری در محور اصلی شهر	[511, 886, 679, 899]
ad-stamp: خ ت ۱۴۰۴/۸/۲۱-۰۳	[924, 856, 958, 862]
ad-stamp: خ ت ۱۴۰۴/۹/۲-۲۰	[926, 1277, 958, 1283]
middle-left-subcolumn	[238, 76, 476, 1438]
notice-filler-text	[3, 1000, 233, 1160]
ad-line-2: فقط متری ۴ میلیون تومان	[742, 332, 940, 351]
legal-notice-box	[479, 241, 711, 381]
notice-dates	[3, 942, 233, 948]
ad-banner: پیروزی-پرستار	[721, 1292, 961, 1322]
ad-line: فرصتی عالی برای کشاورزی	[521, 926, 669, 939]
ad-side-title: استخدام راننده باخودرو وانت،سواری و موتور	[725, 1057, 813, 1078]
legal-date-first: تاریخ انتشار نوبت اول: ۱۴۰۴/۸/۲۴	[247, 592, 307, 598]
ad-line: در منطقه ای خوش آب و هوا و ییلاقی	[497, 1141, 693, 1154]
ad-hours: ساعات کاری از ۹ تا ۱۶ پنجشنبه‌ها تا ظهر	[839, 1091, 939, 1098]
ad-line: زمین مسکونی با متراژ مناسب و دسترسی عالی	[486, 1181, 704, 1208]
window-icon	[926, 719, 956, 747]
ad-line-3: تمام وقت جهت عمدتا نظافت با حداکثرسن ۳۵ سال	[513, 713, 677, 740]
legal-header-b: آگهی موضوع ماده ۳ قانون و ماده ۱۳ آئین نامه قانون تعیین تکلیف وضعیت ثبتی و اراضی و ساختمانهای فاقد سند رسمی	[255, 107, 459, 141]
ad-line-2: تریکو و نساجی و وسط کار و بخارکار	[734, 447, 948, 487]
notice-item	[3, 965, 233, 1176]
notice-ref: م.الف: ۱۳۵۲	[212, 941, 233, 947]
ad-stamp: خ ت ۱۴۰۴/۹/۸-۱۰	[926, 385, 958, 391]
notice-dates	[3, 582, 233, 588]
legal-date-second: تاریخ انتشار نوبت دوم: ۱۴۰۴/۹/۹	[247, 601, 305, 607]
legal-date-second: تاریخ انتشار نوبت دوم: ۱۴۰۴/۹/۹	[485, 355, 543, 361]
legal-notice-box	[479, 531, 711, 658]
notice-dates	[241, 991, 473, 997]
ad-estekhdam-ranande[interactable]	[720, 1012, 962, 1103]
legal-date-first: تاریخ انتشار نوبت اول: ۱۴۰۴/۸/۲۴	[9, 482, 69, 488]
divider	[3, 599, 233, 602]
notice-dates-2	[241, 1097, 473, 1103]
ad-line-1: با شرایط عالی و حقوق خوب	[745, 112, 937, 155]
issue-label: شماره ۱۱۲۸۶	[88, 45, 132, 53]
ad-line-1: دیپلم برق	[797, 564, 885, 586]
ad-body: به تعدادی راننده کامیونت، وانت ،سواری ،پیک موتوری با خودرو وموتورسیکلت جهت توزیع نیازمندیم ضمنا کسانی که در کار توزیع ویست سابقه داشته باشند در اولویت خواهند بود کار راحت و درآمد بالا حداقل دو میلیون در روز	[822, 1017, 956, 1084]
ad-line-3: حوالی جمهوری نیازمندیم	[763, 490, 919, 506]
ad-piroozi-parastar[interactable]	[720, 1291, 962, 1432]
legal-body: برابر رای شماره ۱۴۰۴۶۰۳۰۲۰۰۵۰۰۶۲۹ مورخه ۱۴۰۴/۶/۲۵ هیات موضوع قانون تعیین تکلیف وضعیت ثبتی اراضی و ساختمانهای فاقد سند رسمی مستقر در واحد ثبتی حوزه ثبت ملک تصرفات مالکانه بلامعارض متقاضی در ششدانگ یک قطعه زمین با بنای احداثی در آن محرز گردیده است. لذا به منظور اطلاع عموم مراتب در دو نوبت به فاصله ۱۵ روز آگهی می شود.	[247, 437, 467, 456]
ad-stamp: خ ت ۱۴۰۴/۹/۲-۲۵	[675, 784, 707, 790]
